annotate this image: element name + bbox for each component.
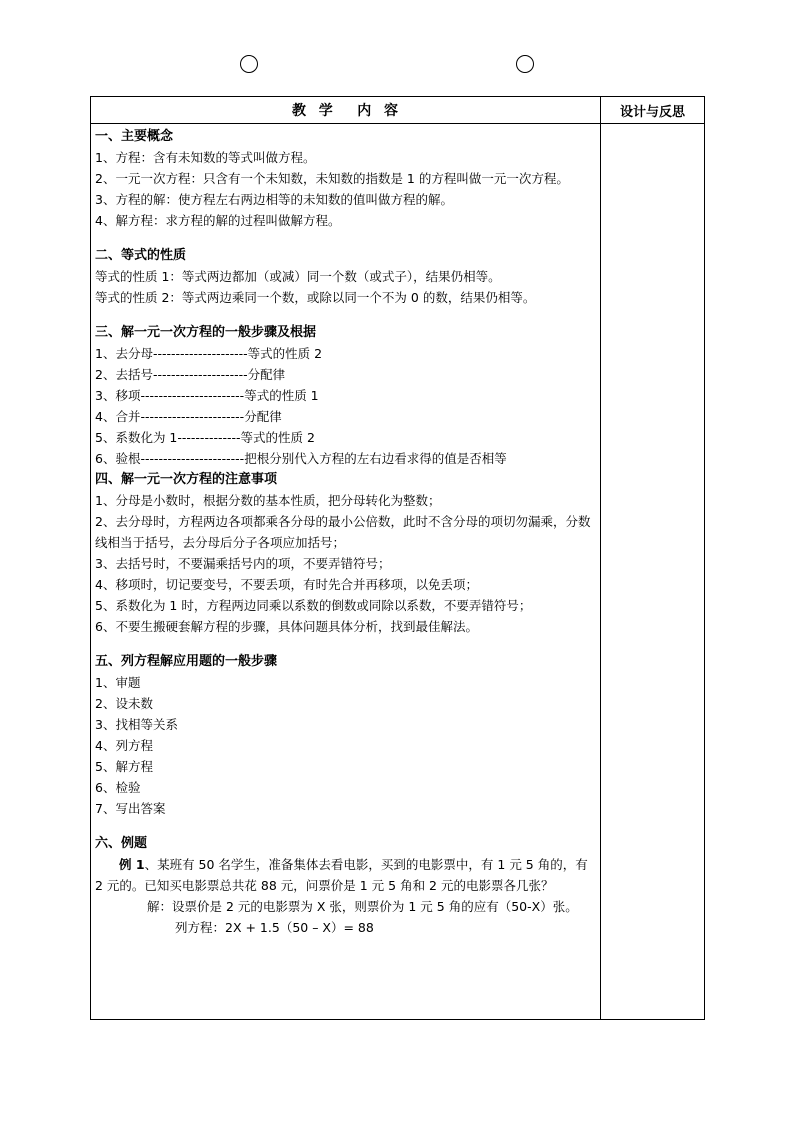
concept-item: 2、一元一次方程：只含有一个未知数，未知数的指数是 1 的方程叫做一元一次方程。 [95,171,569,186]
procedure-step: 6、检验 [95,780,141,795]
reflection-cell[interactable] [601,124,705,1020]
section-title-notes: 四、解一元一次方程的注意事项 [95,472,278,487]
step-item: 6、验根-----------------------把根分别代入方程的左右边看求得的值是否相等 [95,451,507,466]
note-item: 5、系数化为 1 时，方程两边同乘以系数的倒数或同除以系数，不要弄错符号； [95,598,532,613]
procedure-step: 3、找相等关系 [95,717,178,732]
section-title-examples: 六、例题 [95,836,148,851]
section-title-word-problems: 五、列方程解应用题的一般步骤 [95,654,278,669]
equality-property: 等式的性质 1：等式两边都加（或减）同一个数（或式子），结果仍相等。 [95,269,501,284]
section-title-equality: 二、等式的性质 [95,248,187,263]
example-label: 例 1 [119,857,145,872]
procedure-step: 5、解方程 [95,759,153,774]
concept-item: 1、方程：含有未知数的等式叫做方程。 [95,150,316,165]
step-item: 2、去括号---------------------分配律 [95,367,286,382]
binding-hole-right [516,55,534,73]
content-header-label: 教 学 内 容 [292,103,399,119]
concept-item: 4、解方程：求方程的解的过程叫做解方程。 [95,213,341,228]
section-title-concepts: 一、主要概念 [95,129,174,144]
step-item: 3、移项-----------------------等式的性质 1 [95,388,319,403]
reflection-header-label: 设计与反思 [619,104,685,120]
body-row [91,124,705,1020]
step-item: 1、去分母---------------------等式的性质 2 [95,346,323,361]
equality-property: 等式的性质 2：等式两边乘同一个数，或除以同一个不为 0 的数，结果仍相等。 [95,290,536,305]
note-item: 3、去括号时，不要漏乘括号内的项，不要弄错符号； [95,556,391,571]
spacer [95,637,596,651]
binding-hole-left [240,55,258,73]
reflection-header [601,97,705,124]
header-row [91,97,705,124]
spacer [95,819,596,833]
note-item: 6、不要生搬硬套解方程的步骤，具体问题具体分析，找到最佳解法。 [95,619,478,634]
section-title-steps: 三、解一元一次方程的一般步骤及根据 [95,325,317,340]
example-solution: 解：设票价是 2 元的电影票为 X 张，则票价为 1 元 5 角的应有（50-X）张。 [147,899,578,914]
example-question [95,854,596,896]
procedure-step: 2、设未数 [95,696,153,711]
example-equation: 列方程：2X + 1.5（50 – X）= 88 [175,920,374,935]
procedure-step: 7、写出答案 [95,801,166,816]
step-item: 5、系数化为 1--------------等式的性质 2 [95,430,315,445]
concept-item: 3、方程的解：使方程左右两边相等的未知数的值叫做方程的解。 [95,192,453,207]
step-item: 4、合并-----------------------分配律 [95,409,282,424]
note-item: 2、去分母时，方程两边各项都乘各分母的最小公倍数，此时不含分母的项切勿漏乘，分数线相当于括号，去分母后分子各项应加括号； [95,514,591,550]
procedure-step: 1、审题 [95,675,141,690]
procedure-step: 4、列方程 [95,738,153,753]
note-item: 1、分母是小数时，根据分数的基本性质，把分母转化为整数； [95,493,441,508]
content-cell [91,124,601,1020]
spacer [95,308,596,322]
example-text: 、某班有 50 名学生，准备集体去看电影，买到的电影票中，有 1 元 5 角的，有 2 元的。已知买电影票总共花 88 元，问票价是 1 元 5 角和 2 元的电影票各几张？ [95,857,588,893]
spacer [95,231,596,245]
note-item: 4、移项时，切记要变号，不要丢项，有时先合并再移项，以免丢项； [95,577,478,592]
content-header [91,97,601,124]
lesson-table [90,96,705,1020]
